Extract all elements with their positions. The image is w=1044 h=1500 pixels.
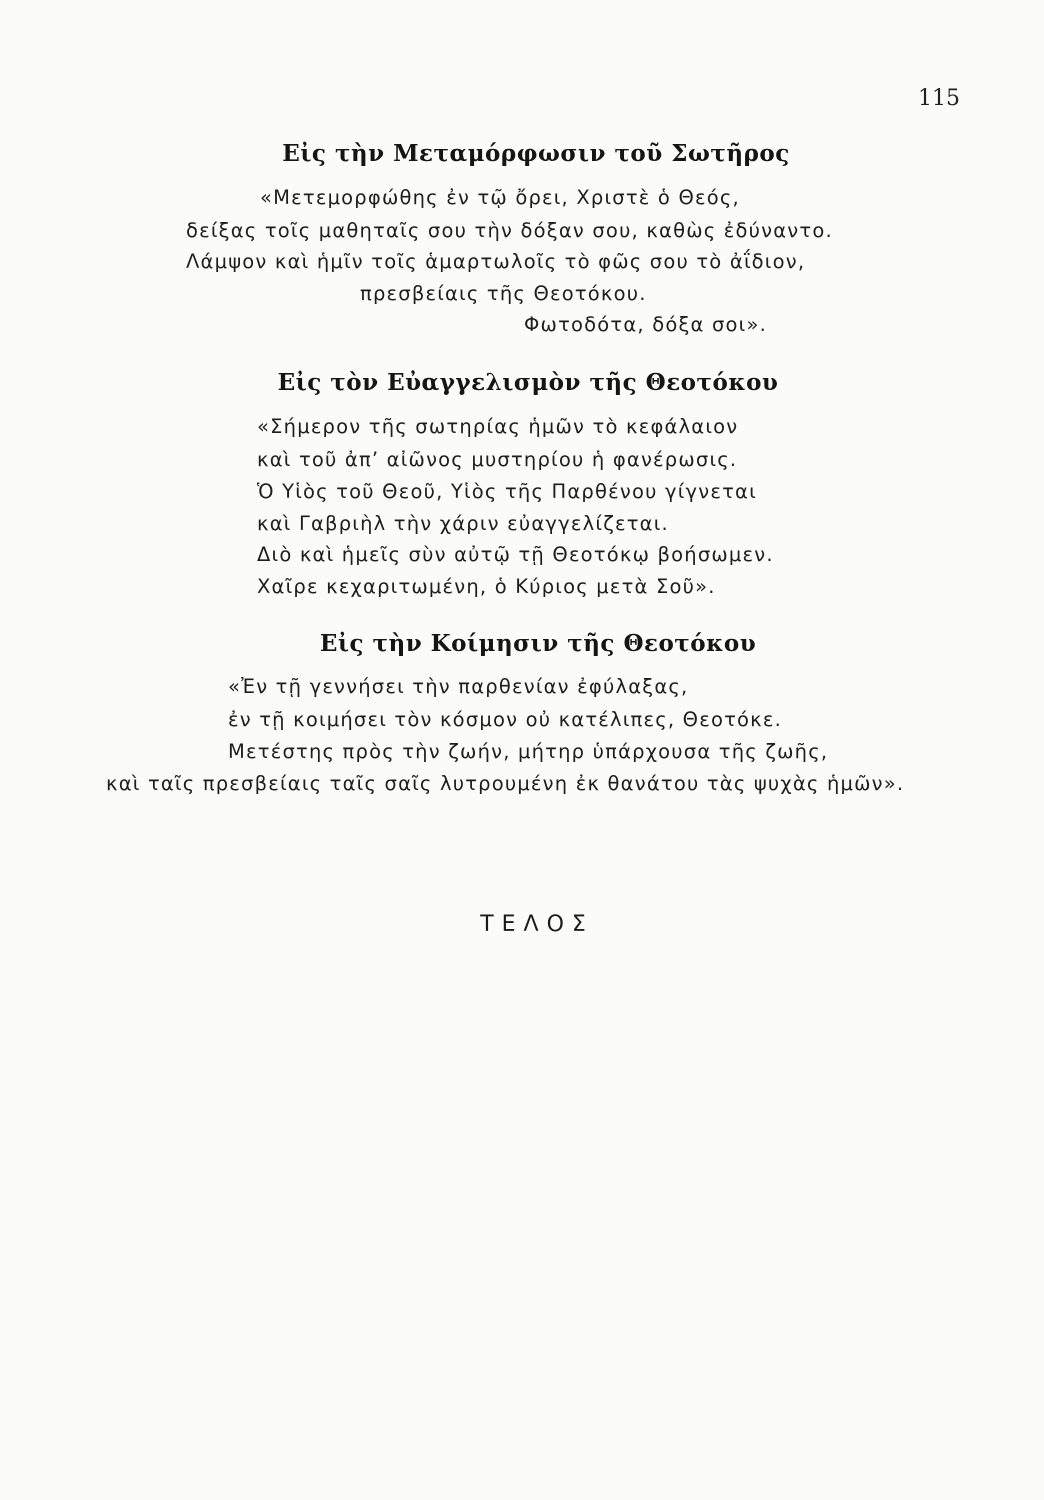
verse-line: δείξας τοῖς μαθηταῖς σου τὴν δόξαν σου, καθὼς ἐδύναντο.	[186, 219, 833, 242]
verse-line: Λάμψον καὶ ἡμῖν τοῖς ἁμαρτωλοῖς τὸ φῶς σου τὸ ἀΐδιον,	[186, 250, 806, 273]
verse-line: Ὁ Υἱὸς τοῦ Θεοῦ, Υἱὸς τῆς Παρθένου γίγνεται	[257, 480, 757, 503]
verse-line: πρεσβείαις τῆς Θεοτόκου.	[360, 282, 647, 305]
closing-text: ΤΕΛΟΣ	[480, 912, 594, 937]
page-number: 115	[918, 86, 960, 111]
verse-line: καὶ τοῦ ἀπ’ αἰῶνος μυστηρίου ἡ φανέρωσις.	[257, 448, 738, 471]
verse-line: καὶ ταῖς πρεσβείαις ταῖς σαῖς λυτρουμένη ἐκ θανάτου τὰς ψυχὰς ἡμῶν».	[106, 772, 905, 795]
verse-line: καὶ Γαβριὴλ τὴν χάριν εὐαγγελίζεται.	[257, 512, 669, 535]
verse-line: «Μετεμορφώθης ἐν τῷ ὄρει, Χριστὲ ὁ Θεός,	[260, 186, 740, 209]
section-title-annunciation: Εἰς τὸν Εὐαγγελισμὸν τῆς Θεοτόκου	[277, 369, 779, 396]
verse-line: Διὸ καὶ ἡμεῖς σὺν αὐτῷ τῇ Θεοτόκῳ βοήσωμεν.	[257, 543, 774, 566]
verse-line: Χαῖρε κεχαριτωμένη, ὁ Κύριος μετὰ Σοῦ».	[257, 575, 716, 598]
section-title-transfiguration: Εἰς τὴν Μεταμόρφωσιν τοῦ Σωτῆρος	[282, 140, 790, 167]
verse-line: «Σήμερον τῆς σωτηρίας ἡμῶν τὸ κεφάλαιον	[257, 415, 739, 438]
verse-line: Μετέστης πρὸς τὴν ζωήν, μήτηρ ὑπάρχουσα τῆς ζωῆς,	[228, 740, 829, 763]
verse-line: Φωτοδότα, δόξα σοι».	[524, 313, 768, 336]
verse-line: «Ἐν τῇ γεννήσει τὴν παρθενίαν ἐφύλαξας,	[228, 675, 689, 698]
verse-line: ἐν τῇ κοιμήσει τὸν κόσμον οὐ κατέλιπες, Θεοτόκε.	[228, 708, 783, 731]
section-title-dormition: Εἰς τὴν Κοίμησιν τῆς Θεοτόκου	[319, 630, 757, 657]
